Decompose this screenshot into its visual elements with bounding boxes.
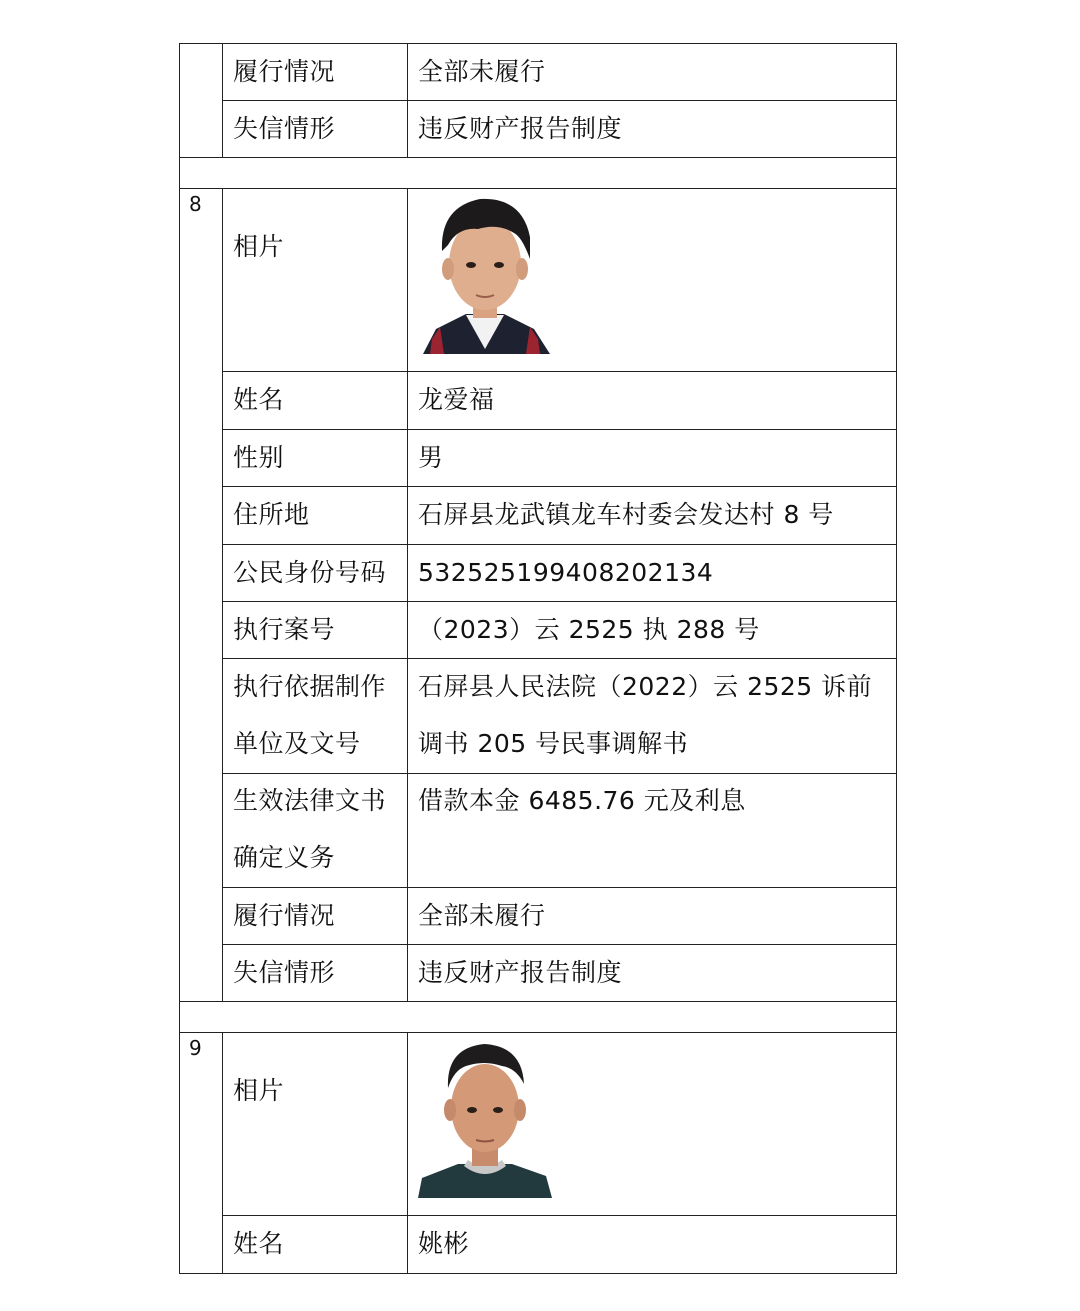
field-label-basis-line1: 执行依据制作 xyxy=(233,672,387,701)
field-label-performance: 履行情况 xyxy=(233,57,336,86)
row-divider xyxy=(222,371,897,372)
column-divider xyxy=(407,43,408,158)
table-border-left xyxy=(179,43,180,1274)
field-label-performance: 履行情况 xyxy=(233,901,336,930)
field-label-basis-line2: 单位及文号 xyxy=(233,729,361,758)
field-label-id-number: 公民身份号码 xyxy=(233,558,387,587)
column-divider xyxy=(222,188,223,1002)
field-value-address: 石屏县龙武镇龙车村委会发达村 8 号 xyxy=(418,500,834,529)
field-value-basis-line1: 石屏县人民法院（2022）云 2525 诉前 xyxy=(418,672,873,701)
field-label-photo: 相片 xyxy=(233,232,285,261)
field-value-performance: 全部未履行 xyxy=(418,57,546,86)
field-label-address: 住所地 xyxy=(233,500,310,529)
row-divider xyxy=(179,157,897,158)
field-label-photo: 相片 xyxy=(233,1076,285,1105)
field-value-dishonest: 违反财产报告制度 xyxy=(418,958,623,987)
portrait-image xyxy=(418,1036,552,1198)
column-divider xyxy=(407,188,408,1002)
record-index: 8 xyxy=(189,192,202,216)
row-divider xyxy=(222,601,897,602)
credit-list-table xyxy=(179,43,897,1274)
row-divider xyxy=(179,1001,897,1002)
field-label-dishonest: 失信情形 xyxy=(233,958,336,987)
row-divider xyxy=(222,429,897,430)
column-divider xyxy=(407,1032,408,1274)
portrait-image xyxy=(418,189,552,354)
field-value-id-number: 532525199408202134 xyxy=(418,558,714,587)
field-value-performance: 全部未履行 xyxy=(418,901,546,930)
person-photo xyxy=(418,189,552,354)
field-value-obligation: 借款本金 6485.76 元及利息 xyxy=(418,786,746,815)
row-divider xyxy=(179,1032,897,1033)
row-divider xyxy=(222,1215,897,1216)
row-divider xyxy=(222,100,897,101)
field-label-case-number: 执行案号 xyxy=(233,615,336,644)
field-value-dishonest: 违反财产报告制度 xyxy=(418,114,623,143)
field-label-obligation-line2: 确定义务 xyxy=(233,843,336,872)
row-divider xyxy=(222,887,897,888)
field-label-obligation-line1: 生效法律文书 xyxy=(233,786,387,815)
field-label-name: 姓名 xyxy=(233,1229,285,1258)
row-divider xyxy=(222,773,897,774)
field-value-name: 姚彬 xyxy=(418,1229,470,1258)
table-border-right xyxy=(896,43,897,1274)
field-value-basis-line2: 调书 205 号民事调解书 xyxy=(418,729,689,758)
field-value-gender: 男 xyxy=(418,443,444,472)
row-divider xyxy=(222,544,897,545)
field-value-case-number: （2023）云 2525 执 288 号 xyxy=(418,615,760,644)
row-divider xyxy=(222,658,897,659)
field-value-name: 龙爱福 xyxy=(418,385,495,414)
field-label-gender: 性别 xyxy=(233,443,285,472)
person-photo xyxy=(418,1036,552,1198)
row-divider xyxy=(222,486,897,487)
column-divider xyxy=(222,1032,223,1274)
record-index: 9 xyxy=(189,1036,202,1060)
table-border-top xyxy=(179,43,897,44)
field-label-name: 姓名 xyxy=(233,385,285,414)
field-label-dishonest: 失信情形 xyxy=(233,114,336,143)
row-divider xyxy=(222,944,897,945)
table-border-bottom xyxy=(179,1273,897,1274)
column-divider xyxy=(222,43,223,158)
